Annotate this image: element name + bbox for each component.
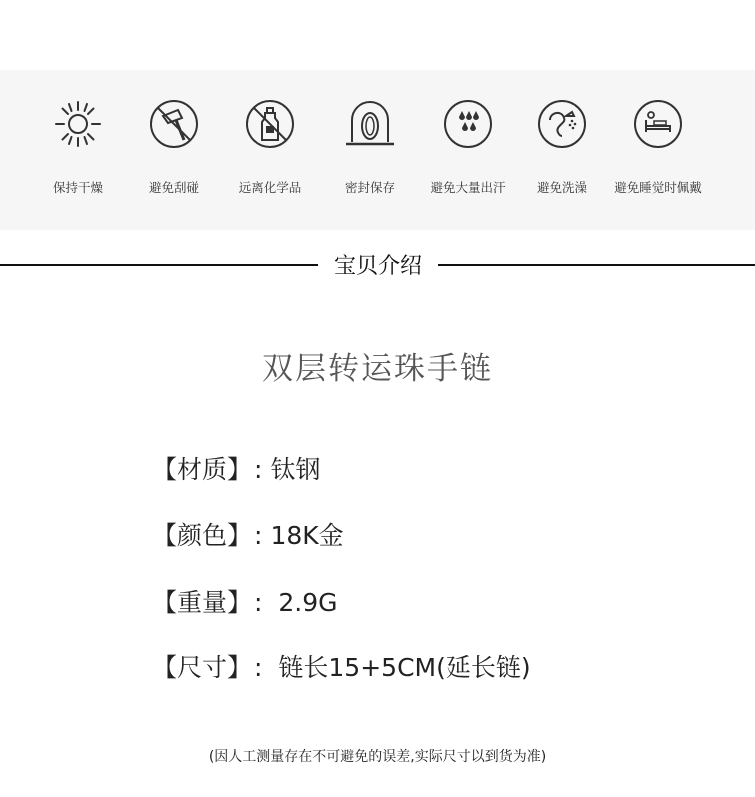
care-item-avoid-sweat bbox=[418, 98, 518, 208]
care-label: 密封保存 bbox=[344, 180, 395, 195]
sweat-drops-icon bbox=[442, 98, 494, 150]
care-item-keep-dry bbox=[28, 98, 128, 208]
care-label: 避免洗澡 bbox=[536, 180, 587, 195]
spec-key: 【颜色】 bbox=[152, 521, 253, 550]
spec-value: 钛钢 bbox=[270, 455, 321, 484]
section-title: 宝贝介绍 bbox=[333, 254, 422, 279]
spec-value: 链长15+5CM(延长链) bbox=[270, 653, 531, 682]
product-title: 双层转运珠手链 bbox=[262, 351, 493, 387]
care-item-avoid-scratch bbox=[124, 98, 224, 208]
no-chemicals-icon bbox=[244, 98, 296, 150]
spec-separator: : bbox=[254, 653, 263, 682]
spec-separator: : bbox=[254, 455, 263, 484]
spec-row-material bbox=[152, 450, 320, 486]
spec-row-weight bbox=[152, 583, 338, 619]
care-item-avoid-bathing bbox=[512, 98, 612, 208]
sun-icon bbox=[52, 98, 104, 150]
measurement-note: (因人工测量存在不可避免的误差,实际尺寸以到货为准) bbox=[208, 749, 547, 765]
spec-separator: : bbox=[254, 588, 263, 617]
care-label: 避免睡觉时佩戴 bbox=[614, 180, 702, 195]
spec-row-color bbox=[152, 516, 344, 552]
section-divider-right bbox=[438, 264, 755, 266]
care-item-sealed-storage bbox=[320, 98, 420, 208]
spec-key: 【材质】 bbox=[152, 455, 253, 484]
spec-separator: : bbox=[254, 521, 263, 550]
no-hammer-icon bbox=[148, 98, 200, 150]
spec-key: 【重量】 bbox=[152, 588, 253, 617]
care-label: 避免刮碰 bbox=[148, 180, 199, 195]
care-label: 远离化学品 bbox=[238, 180, 302, 195]
spec-key: 【尺寸】 bbox=[152, 653, 253, 682]
spec-value: 18K金 bbox=[270, 521, 344, 550]
care-label: 保持干燥 bbox=[52, 180, 103, 195]
sealed-storage-icon bbox=[342, 98, 398, 150]
spec-row-size bbox=[152, 648, 531, 684]
spec-value: 2.9G bbox=[270, 588, 338, 617]
care-item-away-from-chemicals bbox=[220, 98, 320, 208]
care-item-avoid-wearing-while-sleeping bbox=[608, 98, 708, 208]
bed-icon bbox=[632, 98, 684, 150]
care-label: 避免大量出汗 bbox=[430, 180, 506, 195]
shower-icon bbox=[536, 98, 588, 150]
section-divider-left bbox=[0, 264, 318, 266]
